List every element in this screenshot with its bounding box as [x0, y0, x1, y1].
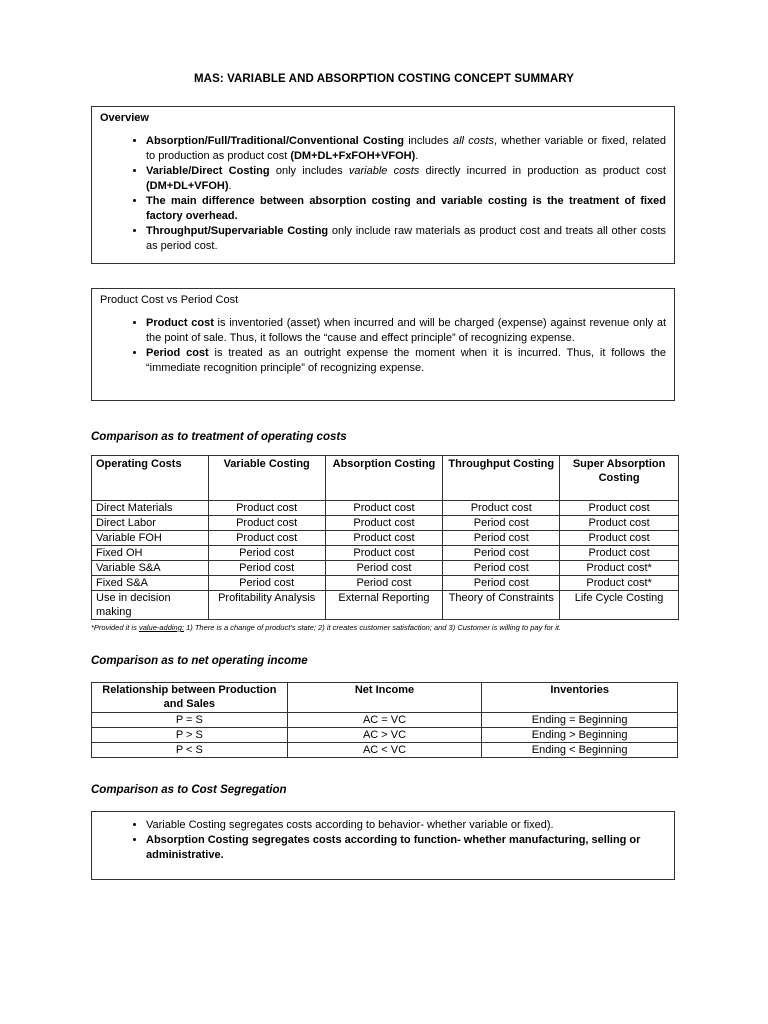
operating-costs-table: [91, 455, 679, 620]
segregation-list: [92, 818, 674, 863]
table-cell: P < S: [92, 743, 288, 758]
table-cell: External Reporting: [325, 591, 443, 620]
column-header: Absorption Costing: [325, 456, 443, 501]
table-footnote: *Provided it is value-adding: 1) There is a change of product’s state; 2) it creates customer satisfaction; and 3) Customer is willing to pay for it.: [91, 623, 562, 632]
table-cell: Ending < Beginning: [482, 743, 678, 758]
table-cell: Period cost: [208, 546, 325, 561]
product-period-box: [91, 288, 675, 401]
table-row: [92, 561, 679, 576]
list-item: • Product cost is inventoried (asset) when incurred and will be charged (expense) against revenue only at the point of sale. Thus, it follows the “cause and effect principle” of recognizing expense.: [146, 316, 666, 346]
column-header: Relationship between Production and Sales: [92, 683, 288, 713]
table-row: [92, 546, 679, 561]
overview-heading: Overview: [100, 112, 149, 124]
table-cell: Product cost: [208, 501, 325, 516]
table-cell: Variable S&A: [92, 561, 209, 576]
table-row: [92, 728, 678, 743]
list-item: • The main difference between absorption costing and variable costing is the treatment of fixed factory overhead.: [146, 194, 666, 224]
table-cell: P = S: [92, 713, 288, 728]
column-header: Super Absorption Costing: [560, 456, 679, 501]
table-cell: Period cost: [443, 531, 560, 546]
table-cell: Product cost: [560, 516, 679, 531]
table-cell: Product cost: [208, 531, 325, 546]
table-row: [92, 531, 679, 546]
overview-list: [92, 134, 674, 254]
table-cell: Period cost: [208, 561, 325, 576]
list-item: • Variable/Direct Costing only includes variable costs directly incurred in production as product cost (DM+DL+VFOH).: [146, 164, 666, 194]
column-header: Net Income: [287, 683, 482, 713]
product-period-list: [92, 316, 674, 376]
table-cell: P > S: [92, 728, 288, 743]
table-cell: Variable FOH: [92, 531, 209, 546]
table-cell: Period cost: [208, 576, 325, 591]
column-header: Throughput Costing: [443, 456, 560, 501]
table-cell: Ending = Beginning: [482, 713, 678, 728]
table-cell: Product cost: [560, 501, 679, 516]
table-cell: Ending > Beginning: [482, 728, 678, 743]
table-row: [92, 591, 679, 620]
table-cell: Product cost: [443, 501, 560, 516]
table-cell: Product cost: [325, 546, 443, 561]
product-period-heading: Product Cost vs Period Cost: [100, 294, 239, 306]
table-cell: Product cost*: [560, 576, 679, 591]
overview-box: [91, 106, 675, 264]
table-cell: Profitability Analysis: [208, 591, 325, 620]
table-cell: Product cost: [560, 546, 679, 561]
table-cell: Fixed S&A: [92, 576, 209, 591]
table-cell: Life Cycle Costing: [560, 591, 679, 620]
table-cell: Product cost: [325, 501, 443, 516]
table-cell: Product cost: [560, 531, 679, 546]
table-header-row: [92, 683, 678, 713]
table-row: [92, 713, 678, 728]
list-item: • Period cost is treated as an outright expense the moment when it is incurred. Thus, it follows the “immediate recognition principle” of recognizing expense.: [146, 346, 666, 376]
page-title: MAS: VARIABLE AND ABSORPTION COSTING CONCEPT SUMMARY: [193, 73, 575, 85]
list-item: • Variable Costing segregates costs according to behavior- whether variable or fixed).: [146, 818, 666, 833]
table-row: [92, 501, 679, 516]
table-cell: Period cost: [443, 561, 560, 576]
table-cell: Fixed OH: [92, 546, 209, 561]
list-item: • Absorption/Full/Traditional/Conventional Costing includes all costs, whether variable or fixed, related to production as product cost (DM+DL+FxFOH+VFOH).: [146, 134, 666, 164]
table-cell: Period cost: [325, 576, 443, 591]
net-income-section-title: Comparison as to net operating income: [91, 655, 308, 667]
table-cell: Product cost: [325, 531, 443, 546]
table-cell: Period cost: [443, 516, 560, 531]
table-cell: Theory of Constraints: [443, 591, 560, 620]
column-header: Operating Costs: [92, 456, 209, 501]
table-cell: Period cost: [443, 576, 560, 591]
table-cell: Period cost: [325, 561, 443, 576]
segregation-box: [91, 811, 675, 880]
table-cell: Direct Materials: [92, 501, 209, 516]
table-row: [92, 743, 678, 758]
table-row: [92, 576, 679, 591]
table-cell: Direct Labor: [92, 516, 209, 531]
table-cell: Use in decision making: [92, 591, 209, 620]
table-cell: Period cost: [443, 546, 560, 561]
table-header-row: [92, 456, 679, 501]
list-item: • Throughput/Supervariable Costing only include raw materials as product cost and treats all other costs as period cost.: [146, 224, 666, 254]
segregation-section-title: Comparison as to Cost Segregation: [91, 784, 287, 796]
column-header: Variable Costing: [208, 456, 325, 501]
table-cell: AC < VC: [287, 743, 482, 758]
table-cell: Product cost*: [560, 561, 679, 576]
table-cell: Product cost: [208, 516, 325, 531]
table-row: [92, 516, 679, 531]
list-item: • Absorption Costing segregates costs according to function- whether manufacturing, selling or administrative.: [146, 833, 666, 863]
column-header: Inventories: [482, 683, 678, 713]
table-cell: AC = VC: [287, 713, 482, 728]
operating-costs-section-title: Comparison as to treatment of operating costs: [91, 431, 347, 443]
table-cell: Product cost: [325, 516, 443, 531]
table-cell: AC > VC: [287, 728, 482, 743]
net-income-table: [91, 682, 678, 758]
